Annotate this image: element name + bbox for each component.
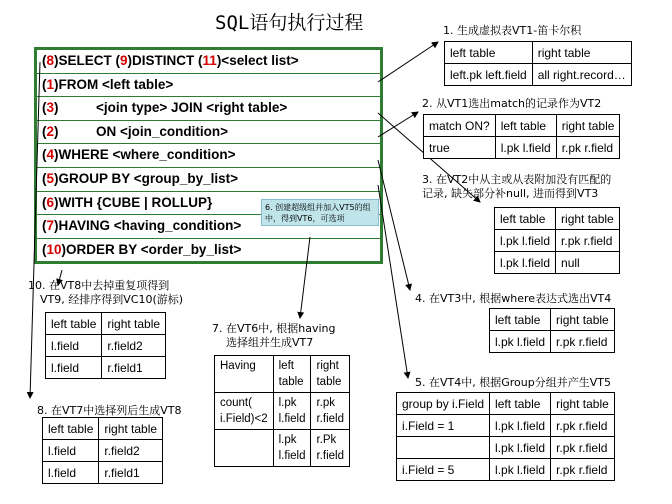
table-header-cell: left table (495, 115, 556, 137)
step-2-caption: 2. 从VT1选出match的记录作为VT2 (422, 97, 602, 110)
table-row (43, 440, 163, 462)
sql-text: )SELECT ( (54, 53, 121, 68)
step-3-caption-line1: 3. 在VT2中从主或从表附加没有匹配的 (422, 173, 612, 186)
table-row (46, 335, 166, 357)
table-cell: l.pk l.field (490, 459, 551, 481)
step-number: 3 (46, 100, 55, 116)
table-row (495, 230, 620, 252)
sql-text: )WITH {CUBE | ROLLUP} (54, 194, 213, 210)
sql-text: ( (42, 170, 47, 186)
table-cell: l.field (46, 357, 102, 379)
table-cell: null (556, 252, 620, 274)
sql-text: )DISTINCT ( (127, 53, 203, 68)
table-cell: r.pk r.field (311, 393, 350, 430)
step-number: 11 (202, 53, 217, 68)
table-header-cell: right table (99, 418, 163, 440)
step-7-caption-line2: 选择组并生成VT7 (226, 336, 314, 349)
table-cell: r.pk r.field (556, 137, 620, 159)
step-1-table (444, 41, 632, 86)
step-5-table (396, 392, 615, 481)
table-cell (215, 430, 274, 467)
sql-text: ( (42, 241, 47, 257)
table-cell: l.pk l.field (495, 137, 556, 159)
table-header-cell: right table (556, 115, 620, 137)
table-cell: left.pk left.field (445, 64, 533, 86)
table-header-cell: Having (215, 356, 274, 393)
table-header-row (43, 418, 163, 440)
sql-text: ( (42, 76, 47, 92)
step-number: 4 (46, 147, 55, 163)
arrow-step8 (30, 62, 40, 398)
table-cell: r.field2 (99, 440, 163, 462)
table-header-row (424, 115, 620, 137)
table-header-cell: left table (46, 313, 102, 335)
table-cell: r.pk r.field (551, 415, 615, 437)
table-cell: l.pk l.field (273, 393, 311, 430)
sql-text: ) <join type> JOIN <right table> (54, 100, 288, 116)
table-header-cell: left table (490, 309, 551, 331)
step-7-table (214, 355, 350, 467)
table-cell: count( i.Field)<2 (215, 393, 274, 430)
table-cell: l.pk l.field (490, 437, 551, 459)
arrow-step4 (378, 160, 410, 290)
table-row (397, 437, 615, 459)
table-header-cell: left table (273, 356, 311, 393)
step-6-note: 6. 创建超级组并加入VT5的组中，得到VT6，可选项 (261, 199, 379, 226)
step-number: 6 (46, 194, 55, 210)
table-row (46, 357, 166, 379)
table-header-cell: left table (490, 393, 551, 415)
table-cell: r.pk r.field (551, 459, 615, 481)
table-row (490, 331, 615, 353)
table-header-row (397, 393, 615, 415)
table-row (43, 462, 163, 484)
step-3-table (494, 207, 620, 274)
table-cell: r.pk r.field (556, 230, 620, 252)
table-header-row (215, 356, 350, 393)
table-header-cell: group by i.Field (397, 393, 490, 415)
arrow-step5 (378, 185, 408, 378)
table-header-row (445, 42, 632, 64)
table-header-row (490, 309, 615, 331)
table-cell (397, 437, 490, 459)
step-number: 1 (46, 76, 55, 92)
table-cell: true (424, 137, 496, 159)
table-row (424, 137, 620, 159)
step-number: 9 (120, 53, 128, 68)
table-row (215, 430, 350, 467)
step-10-caption-line2: VT9, 经排序得到VC10(游标) (40, 293, 184, 306)
table-header-cell: right table (102, 313, 166, 335)
diagram-title: SQL语句执行过程 (215, 12, 364, 34)
sql-text: ( (42, 53, 47, 68)
step-7-caption-line1: 7. 在VT6中, 根据having (212, 322, 336, 335)
step-number: 7 (46, 218, 55, 234)
sql-text: )<select list> (216, 53, 299, 68)
table-header-cell: match ON? (424, 115, 496, 137)
sql-text: ) ON <join_condition> (54, 123, 229, 139)
step-8-caption: 8. 在VT7中选择列后生成VT8 (37, 404, 182, 417)
step-5-caption: 5. 在VT4中, 根据Group分组并产生VT5 (415, 376, 611, 389)
sql-text: )WHERE <where_condition> (54, 147, 236, 163)
step-8-table (42, 417, 163, 484)
table-header-cell: right table (556, 208, 620, 230)
table-header-cell: left table (445, 42, 533, 64)
step-number: 10 (46, 241, 62, 257)
table-cell: i.Field = 1 (397, 415, 490, 437)
step-number: 2 (46, 123, 55, 139)
step-10-caption-line1: 10. 在VT8中去掉重复项得到 (28, 279, 170, 292)
table-header-cell: left table (495, 208, 556, 230)
table-cell: l.pk l.field (273, 430, 311, 467)
table-header-row (46, 313, 166, 335)
table-row (397, 415, 615, 437)
arrow-step7 (300, 237, 310, 318)
table-header-cell: right table (532, 42, 631, 64)
sql-text: ( (42, 218, 47, 234)
sql-text: ( (42, 147, 47, 163)
table-row (445, 64, 632, 86)
arrow-step1 (378, 42, 438, 82)
table-cell: l.field (43, 462, 99, 484)
table-cell: i.Field = 5 (397, 459, 490, 481)
table-cell: r.field1 (99, 462, 163, 484)
table-cell: l.field (43, 440, 99, 462)
table-cell: l.pk l.field (495, 230, 556, 252)
table-cell: l.pk l.field (490, 415, 551, 437)
step-number: 5 (46, 170, 55, 186)
step-10-table (45, 312, 166, 379)
sql-text: ( (42, 100, 47, 116)
sql-text: )GROUP BY <group_by_list> (54, 170, 239, 186)
table-header-cell: right table (551, 393, 615, 415)
table-cell: r.field1 (102, 357, 166, 379)
sql-text: )FROM <left table> (54, 76, 174, 92)
table-row (495, 252, 620, 274)
table-header-cell: right table (551, 309, 615, 331)
table-cell: r.field2 (102, 335, 166, 357)
step-3-caption-line2: 记录, 缺失部分补null, 进而得到VT3 (422, 187, 599, 200)
table-cell: r.Pk r.field (311, 430, 350, 467)
sql-text: )ORDER BY <order_by_list> (61, 241, 242, 257)
table-header-cell: right table (311, 356, 350, 393)
step-1-caption: 1. 生成虚拟表VT1-笛卡尔积 (443, 24, 582, 37)
sql-text: ( (42, 123, 47, 139)
table-header-cell: left table (43, 418, 99, 440)
table-cell: l.field (46, 335, 102, 357)
table-cell: l.pk l.field (495, 252, 556, 274)
sql-text: ( (42, 194, 47, 210)
step-4-caption: 4. 在VT3中, 根据where表达式选出VT4 (415, 292, 612, 305)
arrow-step2 (378, 112, 418, 137)
table-header-row (495, 208, 620, 230)
table-cell: all right.record… (532, 64, 631, 86)
sql-text: )HAVING <having_condition> (54, 218, 242, 234)
table-cell: l.pk l.field (490, 331, 551, 353)
step-4-table (489, 308, 615, 353)
table-row (215, 393, 350, 430)
table-cell: r.pk r.field (551, 331, 615, 353)
step-number: 8 (46, 53, 55, 68)
table-row (397, 459, 615, 481)
table-cell: r.pk r.field (551, 437, 615, 459)
step-2-table (423, 114, 620, 159)
